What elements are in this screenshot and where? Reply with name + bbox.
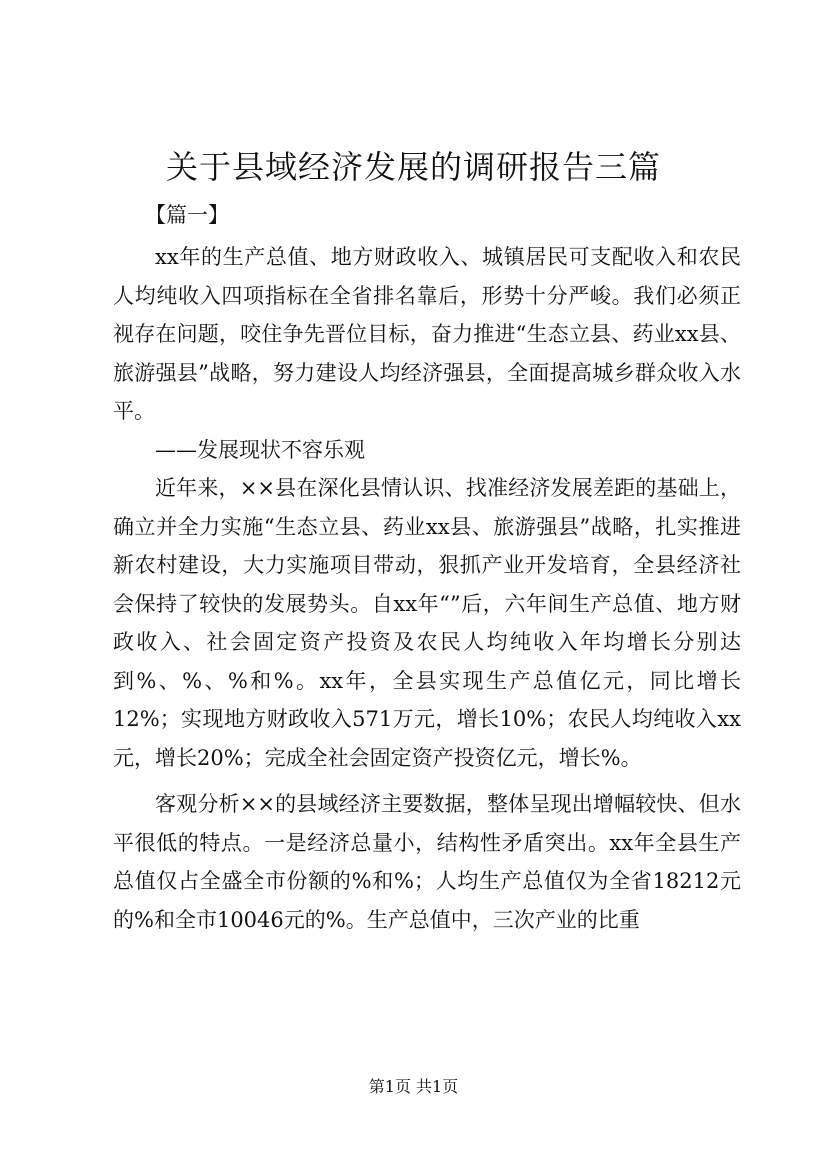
subheading-status: ——发展现状不容乐观 <box>155 437 365 462</box>
paragraph-analysis: 客观分析××的县域经济主要数据，整体呈现出增幅较快、但水平很低的特点。一是经济总量小，结构性矛盾突出。xx年全县生产总值仅占全盛全市份额的%和%；人均生产总值仅为全省18212元的%和全市10046元的%。生产总值中，三次产业的比重 <box>113 792 741 932</box>
page-footer: 第1页 共1页 <box>368 1077 459 1096</box>
document-title: 关于县域经济发展的调研报告三篇 <box>165 148 661 186</box>
document-body <box>113 238 741 939</box>
section-label: 【篇一】 <box>145 203 229 227</box>
paragraph-recent-years: 近年来，××县在深化县情认识、找准经济发展差距的基础上，确立并全力实施“生态立县、药业xx县、旅游强县”战略，扎实推进新农村建设，大力实施项目带动，狠抓产业开发培育，全县经济社会保持了较快的发展势头。自xx年“”后，六年间生产总值、地方财政收入、社会固定资产投资及农民人均纯收入年均增长分别达到%、%、%和%。xx年，全县实现生产总值亿元，同比增长12%；实现地方财政收入571万元，增长10%；农民人均纯收入xx元，增长20%；完成全社会固定资产投资亿元，增长%。 <box>113 476 741 770</box>
paragraph-intro: xx年的生产总值、地方财政收入、城镇居民可支配收入和农民人均纯收入四项指标在全省排名靠后，形势十分严峻。我们必须正视存在问题，咬住争先晋位目标，奋力推进“生态立县、药业xx县、旅游强县”战略，努力建设人均经济强县，全面提高城乡群众收入水平。 <box>113 245 741 423</box>
